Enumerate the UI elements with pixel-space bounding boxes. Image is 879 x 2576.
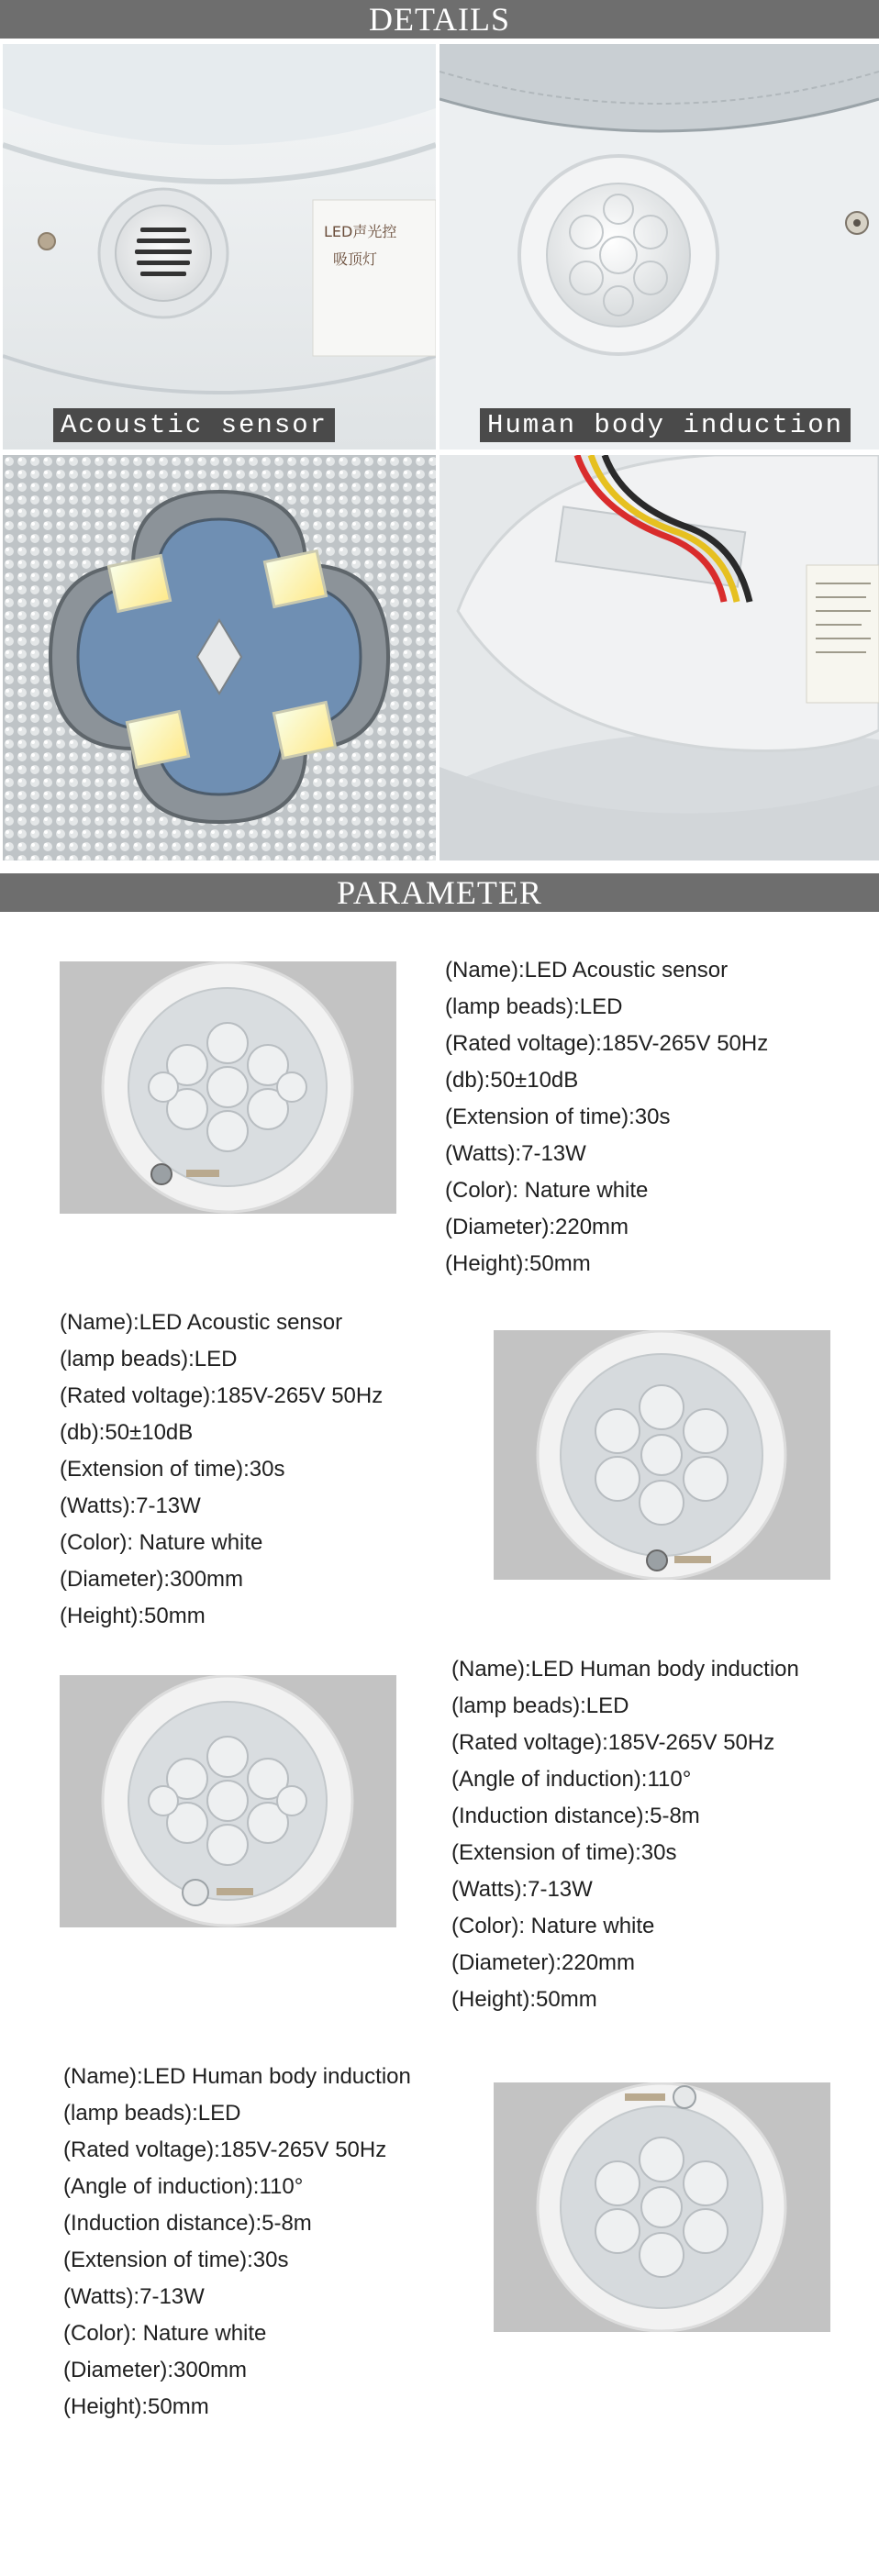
spec-line: (Name):LED Human body induction: [451, 1657, 799, 1682]
spec-line: (Diameter):220mm: [445, 1215, 629, 1239]
spec-line: (Name):LED Human body induction: [63, 2064, 411, 2089]
detail-photo-wiring: [440, 455, 879, 861]
spec-line: (Rated voltage):185V-265V 50Hz: [63, 2137, 387, 2162]
caption-acoustic-sensor: Acoustic sensor: [53, 408, 335, 442]
caption-human-body-induction: Human body induction: [480, 408, 851, 442]
spec-line: (db):50±10dB: [60, 1420, 194, 1445]
spec-line: (Watts):7-13W: [60, 1493, 201, 1518]
spec-line: (lamp beads):LED: [63, 2101, 241, 2126]
spec-line: (Extension of time):30s: [451, 1840, 677, 1865]
spec-line: (Color): Nature white: [63, 2321, 267, 2346]
detail-photo-led-chips: [3, 455, 436, 861]
spec-line: (Watts):7-13W: [445, 1141, 586, 1166]
spec-line: (Extension of time):30s: [445, 1105, 671, 1129]
spec-line: (Extension of time):30s: [60, 1457, 285, 1482]
details-title: DETAILS: [368, 1, 511, 38]
spec-line: (Extension of time):30s: [63, 2248, 289, 2272]
product-image-1: [60, 961, 396, 1214]
spec-line: (Name):LED Acoustic sensor: [60, 1310, 343, 1335]
spec-line: (Watts):7-13W: [451, 1877, 593, 1902]
spec-line: (Induction distance):5-8m: [451, 1804, 700, 1828]
spec-line: (Color): Nature white: [445, 1178, 649, 1203]
spec-line: (Angle of induction):110°: [451, 1767, 692, 1792]
spec-line: (Diameter):300mm: [60, 1567, 244, 1592]
product-image-3: [60, 1675, 396, 1927]
spec-line: (Height):50mm: [63, 2394, 209, 2419]
spec-line: (Color): Nature white: [60, 1530, 263, 1555]
product-image-4: [494, 2082, 830, 2332]
spec-line: (lamp beads):LED: [451, 1693, 629, 1718]
spec-line: (Induction distance):5-8m: [63, 2211, 312, 2236]
spec-line: (Height):50mm: [451, 1987, 597, 2012]
spec-line: (lamp beads):LED: [445, 994, 623, 1019]
spec-line: (Angle of induction):110°: [63, 2174, 304, 2199]
detail-photo-pir: [440, 44, 879, 450]
wiring-base-image: [440, 455, 879, 861]
pir-sensor-image: [440, 44, 879, 450]
product-specs-4: [63, 2059, 411, 2426]
parameter-banner: [0, 873, 879, 912]
sticker-text: LED声光控: [324, 223, 397, 240]
spec-line: (Rated voltage):185V-265V 50Hz: [60, 1383, 384, 1408]
led-chips-image: [3, 455, 436, 861]
spec-line: (Color): Nature white: [451, 1914, 655, 1938]
details-banner: [0, 0, 879, 39]
spec-line: (Watts):7-13W: [63, 2284, 205, 2309]
product-specs-1: [445, 952, 768, 1282]
spec-line: (Rated voltage):185V-265V 50Hz: [445, 1031, 769, 1056]
spec-line: (db):50±10dB: [445, 1068, 579, 1093]
detail-photo-acoustic: [3, 44, 436, 450]
svg-text:吸顶灯: 吸顶灯: [333, 250, 378, 268]
product-image-2: [494, 1330, 830, 1580]
spec-line: (Height):50mm: [445, 1251, 591, 1276]
parameter-title: PARAMETER: [337, 874, 542, 911]
spec-line: (Rated voltage):185V-265V 50Hz: [451, 1730, 775, 1755]
spec-line: (Height):50mm: [60, 1604, 206, 1628]
product-specs-3: [451, 1651, 799, 2018]
product-specs-2: [60, 1305, 383, 1635]
spec-line: (lamp beads):LED: [60, 1347, 238, 1371]
spec-line: (Name):LED Acoustic sensor: [445, 958, 729, 983]
spec-line: (Diameter):220mm: [451, 1950, 636, 1975]
acoustic-sensor-image: [3, 44, 436, 450]
spec-line: (Diameter):300mm: [63, 2358, 248, 2382]
